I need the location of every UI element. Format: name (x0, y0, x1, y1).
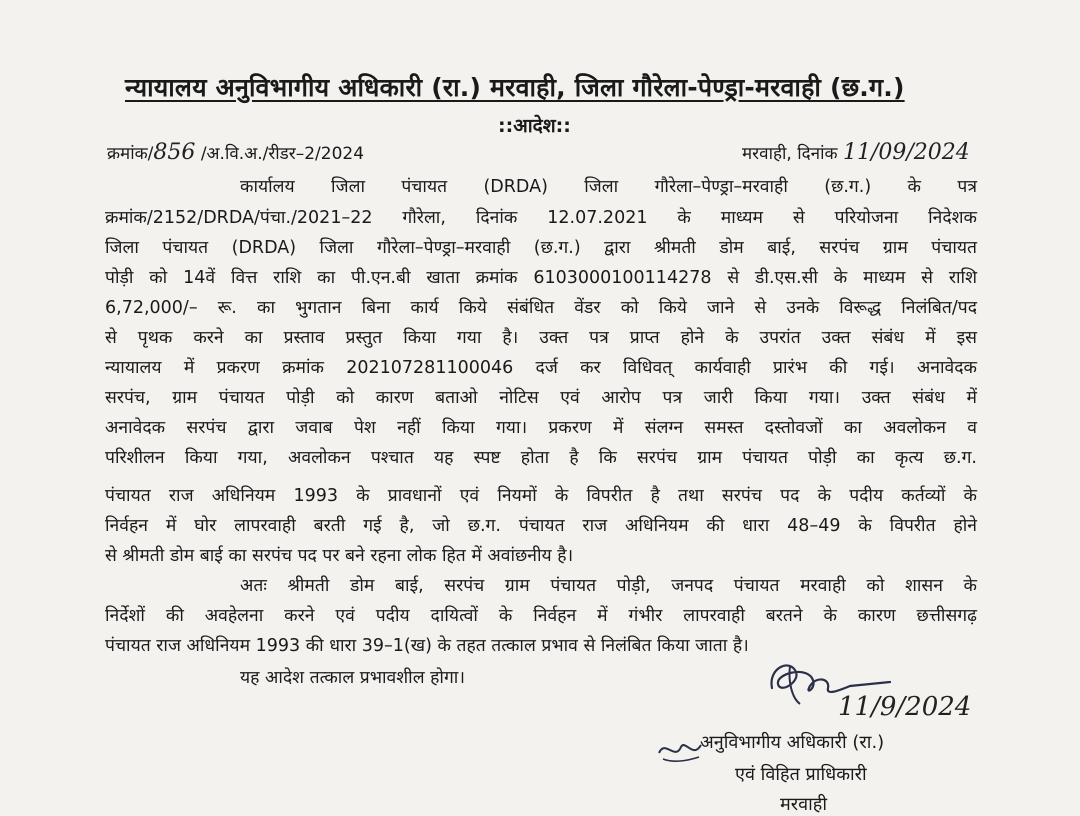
body-line: परिशीलन किया गया, अवलोकन पश्चात यह स्पष्ट होता है कि सरपंच ग्राम पंचायत पोड़ी का कृत्य छ.ग. (105, 448, 977, 468)
body-line: पोड़ी को 14वें वित्त राशि का पी.एन.बी खाता क्रमांक 6103000100114278 से डी.एस.सी के माध्यम से राशि (105, 268, 977, 288)
order-title: ::आदेश:: (498, 115, 571, 137)
body-line: 6,72,000/– रू. का भुगतान बिना कार्य किये संबंधित वेंडर को किये जाने से उनके विरूद्ध निलंबित/पद (105, 298, 977, 318)
body-line: सरपंच, ग्राम पंचायत पोड़ी को कारण बताओ नोटिस एवं आरोप पत्र जारी किया गया। उक्त संबंध में (105, 388, 977, 408)
body-line: निर्देशों की अवहेलना करने एवं पदीय दायित्वों के निर्वहन में गंभीर लापरवाही बरतने के कारण छत्तीसगढ़ (105, 606, 977, 626)
body-line: यह आदेश तत्काल प्रभावशील होगा। (240, 668, 465, 688)
signature-date-handwritten: 11/9/2024 (838, 692, 972, 722)
body-line: कार्यालय जिला पंचायत (DRDA) जिला गौरेला–पेण्ड्रा–मरवाही (छ.ग.) के पत्र (240, 177, 977, 197)
signatory-place: मरवाही (780, 794, 828, 815)
body-line: पंचायत राज अधिनियम 1993 की धारा 39–1(ख) के तहत तत्काल प्रभाव से निलंबित किया जाता है। (105, 636, 749, 656)
court-heading: न्यायालय अनुविभागीय अधिकारी (रा.) मरवाही, जिला गौरेला-पेण्ड्रा-मरवाही (छ.ग.) (125, 73, 905, 102)
body-line: पंचायत राज अधिनियम 1993 के प्रावधानों एवं नियमों के विपरीत है तथा सरपंच पद के पदीय कर्तव्यों के (105, 486, 977, 506)
place-date-label: मरवाही, दिनांक (742, 144, 843, 164)
signatory-authority: एवं विहित प्राधिकारी (735, 764, 867, 785)
order-date-handwritten: 11/09/2024 (842, 140, 970, 165)
body-line: अतः श्रीमती डोम बाई, सरपंच ग्राम पंचायत पोड़ी, जनपद पंचायत मरवाही को शासन के (240, 576, 977, 596)
signatory-designation: अनुविभागीय अधिकारी (रा.) (700, 732, 885, 753)
reference-number-handwritten: 856 (153, 140, 196, 165)
body-line: न्यायालय में प्रकरण क्रमांक 202107281100046 दर्ज कर विधिवत् कार्यवाही प्रारंभ की गई। अनावेदक (105, 358, 977, 378)
body-line: अनावेदक सरपंच द्वारा जवाब पेश नहीं किया गया। प्रकरण में संलग्न समस्त दस्तोवजों का अवलोकन व (105, 418, 977, 438)
body-line: से पृथक करने का प्रस्ताव प्रस्तुत किया गया है। उक्त पत्र प्राप्त होने के उपरांत उक्त संबंध में इस (105, 328, 978, 348)
place-date (742, 140, 970, 165)
reference-number (107, 140, 364, 165)
body-line: निर्वहन में घोर लापरवाही बरती गई है, जो छ.ग. पंचायत राज अधिनियम की धारा 48–49 के विपरीत होने (105, 516, 977, 536)
reference-prefix: क्रमांक/ (107, 144, 154, 164)
body-line: क्रमांक/2152/DRDA/पंचा./2021–22 गौरेला, दिनांक 12.07.2021 के माध्यम से परियोजना निदेशक (105, 208, 977, 228)
body-line: जिला पंचायत (DRDA) जिला गौरेला–पेण्ड्रा–मरवाही (छ.ग.) द्वारा श्रीमती डोम बाई, सरपंच ग्राम पंचायत (105, 238, 977, 258)
reference-suffix: /अ.वि.अ./रीडर–2/2024 (195, 144, 365, 164)
body-line: से श्रीमती डोम बाई का सरपंच पद पर बने रहना लोक हित में अवांछनीय है। (105, 546, 574, 566)
